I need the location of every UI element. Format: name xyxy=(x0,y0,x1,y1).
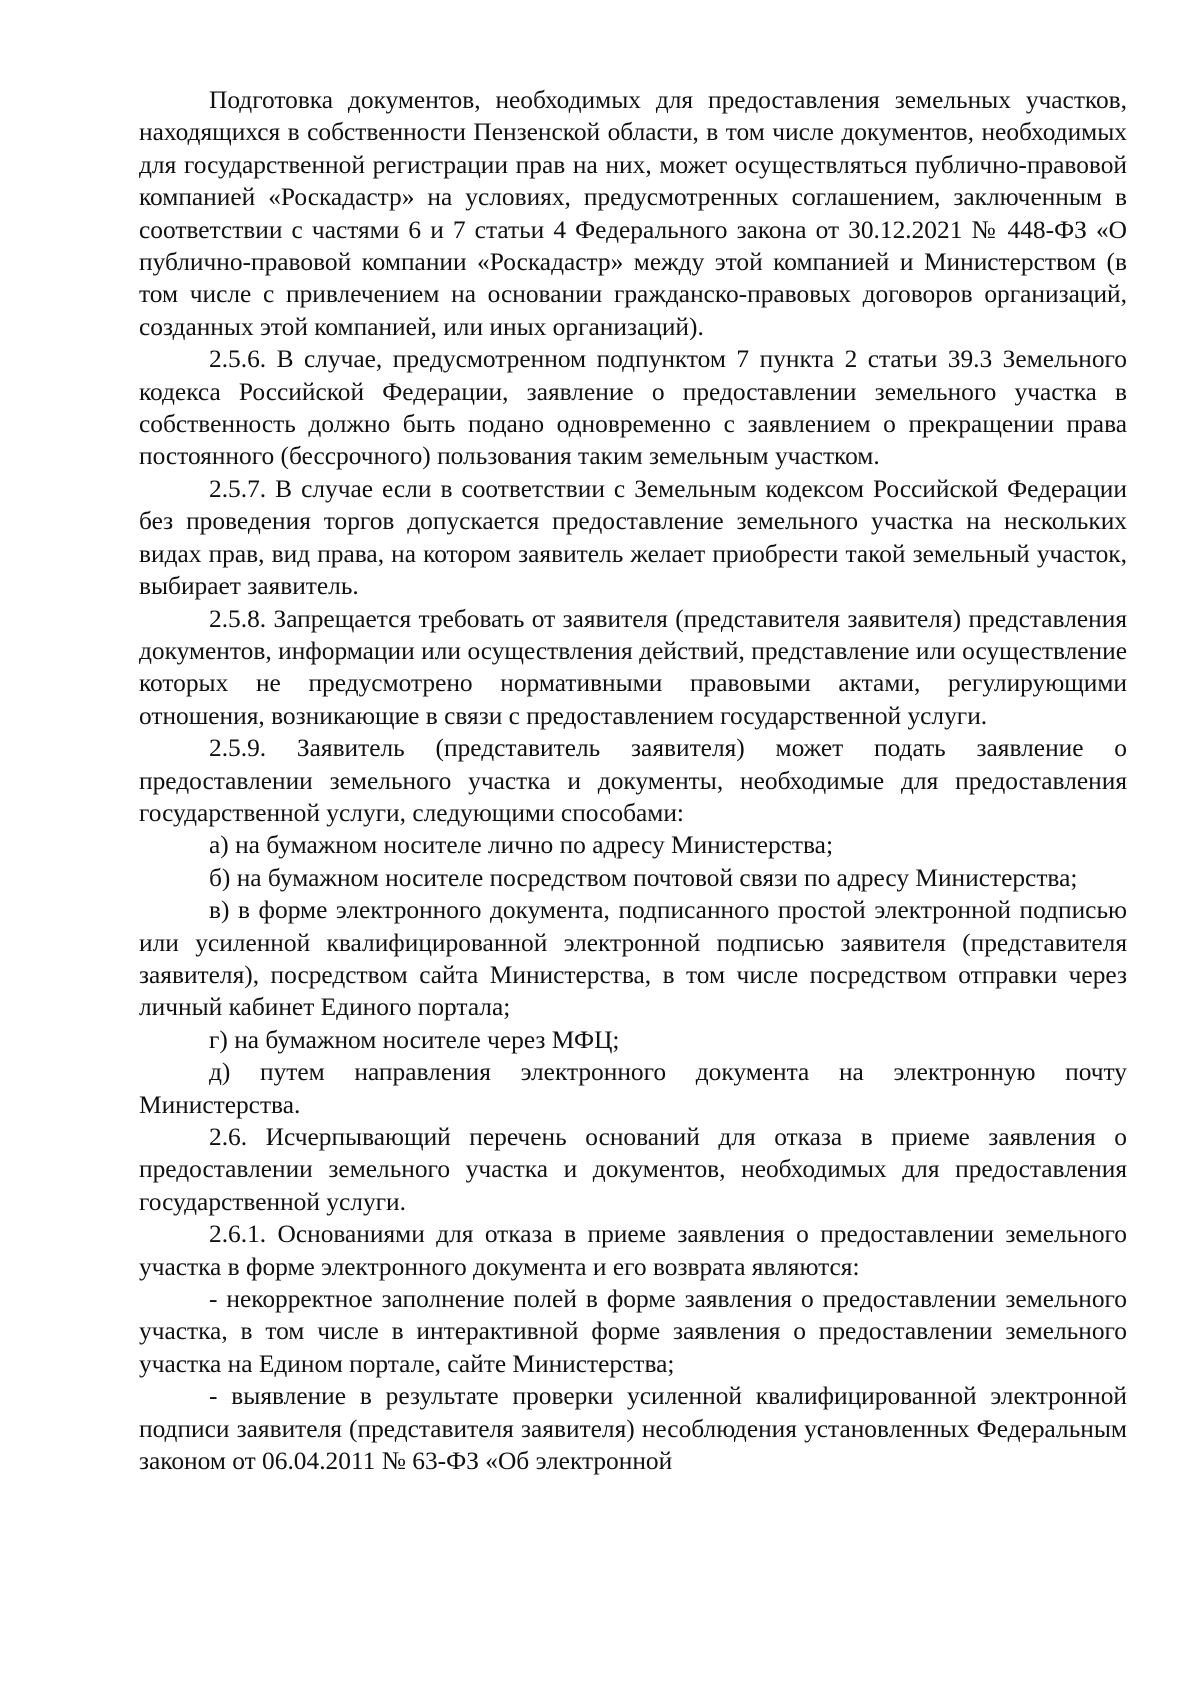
list-item-g: г) на бумажном носителе через МФЦ; xyxy=(209,1025,620,1054)
document-page xyxy=(139,84,1127,1477)
paragraph-2-5-7: 2.5.7. В случае если в соответствии с Земельным кодексом Российской Федерации без проведения торгов допускается предоставление земельного участка на нескольких видах прав, вид права, на котором заявитель желает приобрести такой земельный участок, выбирает заявитель. xyxy=(139,474,1127,601)
paragraph-2-6-1: 2.6.1. Основаниями для отказа в приеме заявления о предоставлении земельного участка в форме электронного документа и его возврата являются: xyxy=(139,1220,1127,1281)
bullet-signature-check: - выявление в результате проверки усиленной квалифицированной электронной подписи заявителя (представителя заявителя) несоблюдения установленных Федеральным законом от 06.04.2011 № 63-ФЗ «Об электронной xyxy=(139,1382,1127,1476)
paragraph-2-6: 2.6. Исчерпывающий перечень оснований для отказа в приеме заявления о предоставлении земельного участка и документов, необходимых для предоставления государственной услуги. xyxy=(139,1123,1127,1216)
list-item-b: б) на бумажном носителе посредством почтовой связи по адресу Министерства; xyxy=(209,863,1078,892)
paragraph-roskadastr-preparation: Подготовка документов, необходимых для предоставления земельных участков, находящихся в собственности Пензенской области, в том числе документов, необходимых для государственной регистрации прав на них, может осуществляться публично-правовой компанией «Роскадастр» на условиях, предусмотренных соглашением, заключенным в соответствии с частями 6 и 7 статьи 4 Федерального закона от 30.12.2021 № 448-ФЗ «О публично-правовой компании «Роскадастр» между этой компанией и Министерством (в том числе с привлечением на основании гражданско-правовых договоров организаций, созданных этой компанией, или иных организаций). xyxy=(139,86,1127,341)
list-item-d: д) путем направления электронного документа на электронную почту Министерства. xyxy=(139,1058,1127,1119)
bullet-incorrect-fields: - некорректное заполнение полей в форме заявления о предоставлении земельного участка, в том числе в интерактивной форме заявления о предоставлении земельного участка на Едином портале, сайте Министерства; xyxy=(139,1285,1127,1378)
paragraph-2-5-6: 2.5.6. В случае, предусмотренном подпунктом 7 пункта 2 статьи 39.3 Земельного кодекса Российской Федерации, заявление о предоставлении земельного участка в собственность должно быть подано одновременно с заявлением о прекращении права постоянного (бессрочного) пользования таким земельным участком. xyxy=(139,345,1127,471)
list-item-v: в) в форме электронного документа, подписанного простой электронной подписью или усиленной квалифицированной электронной подписью заявителя (представителя заявителя), посредством сайта Министерства, в том числе посредством отправки через личный кабинет Единого портала; xyxy=(139,896,1127,1022)
paragraph-2-5-8: 2.5.8. Запрещается требовать от заявителя (представителя заявителя) представления документов, информации или осуществления действий, представление или осуществление которых не предусмотрено нормативными правовыми актами, регулирующими отношения, возникающие в связи с предоставлением государственной услуги. xyxy=(139,604,1127,730)
list-item-a: а) на бумажном носителе лично по адресу Министерства; xyxy=(209,831,834,860)
paragraph-2-5-9: 2.5.9. Заявитель (представитель заявителя) может подать заявление о предоставлении земельного участка и документы, необходимые для предоставления государственной услуги, следующими способами: xyxy=(139,734,1127,827)
